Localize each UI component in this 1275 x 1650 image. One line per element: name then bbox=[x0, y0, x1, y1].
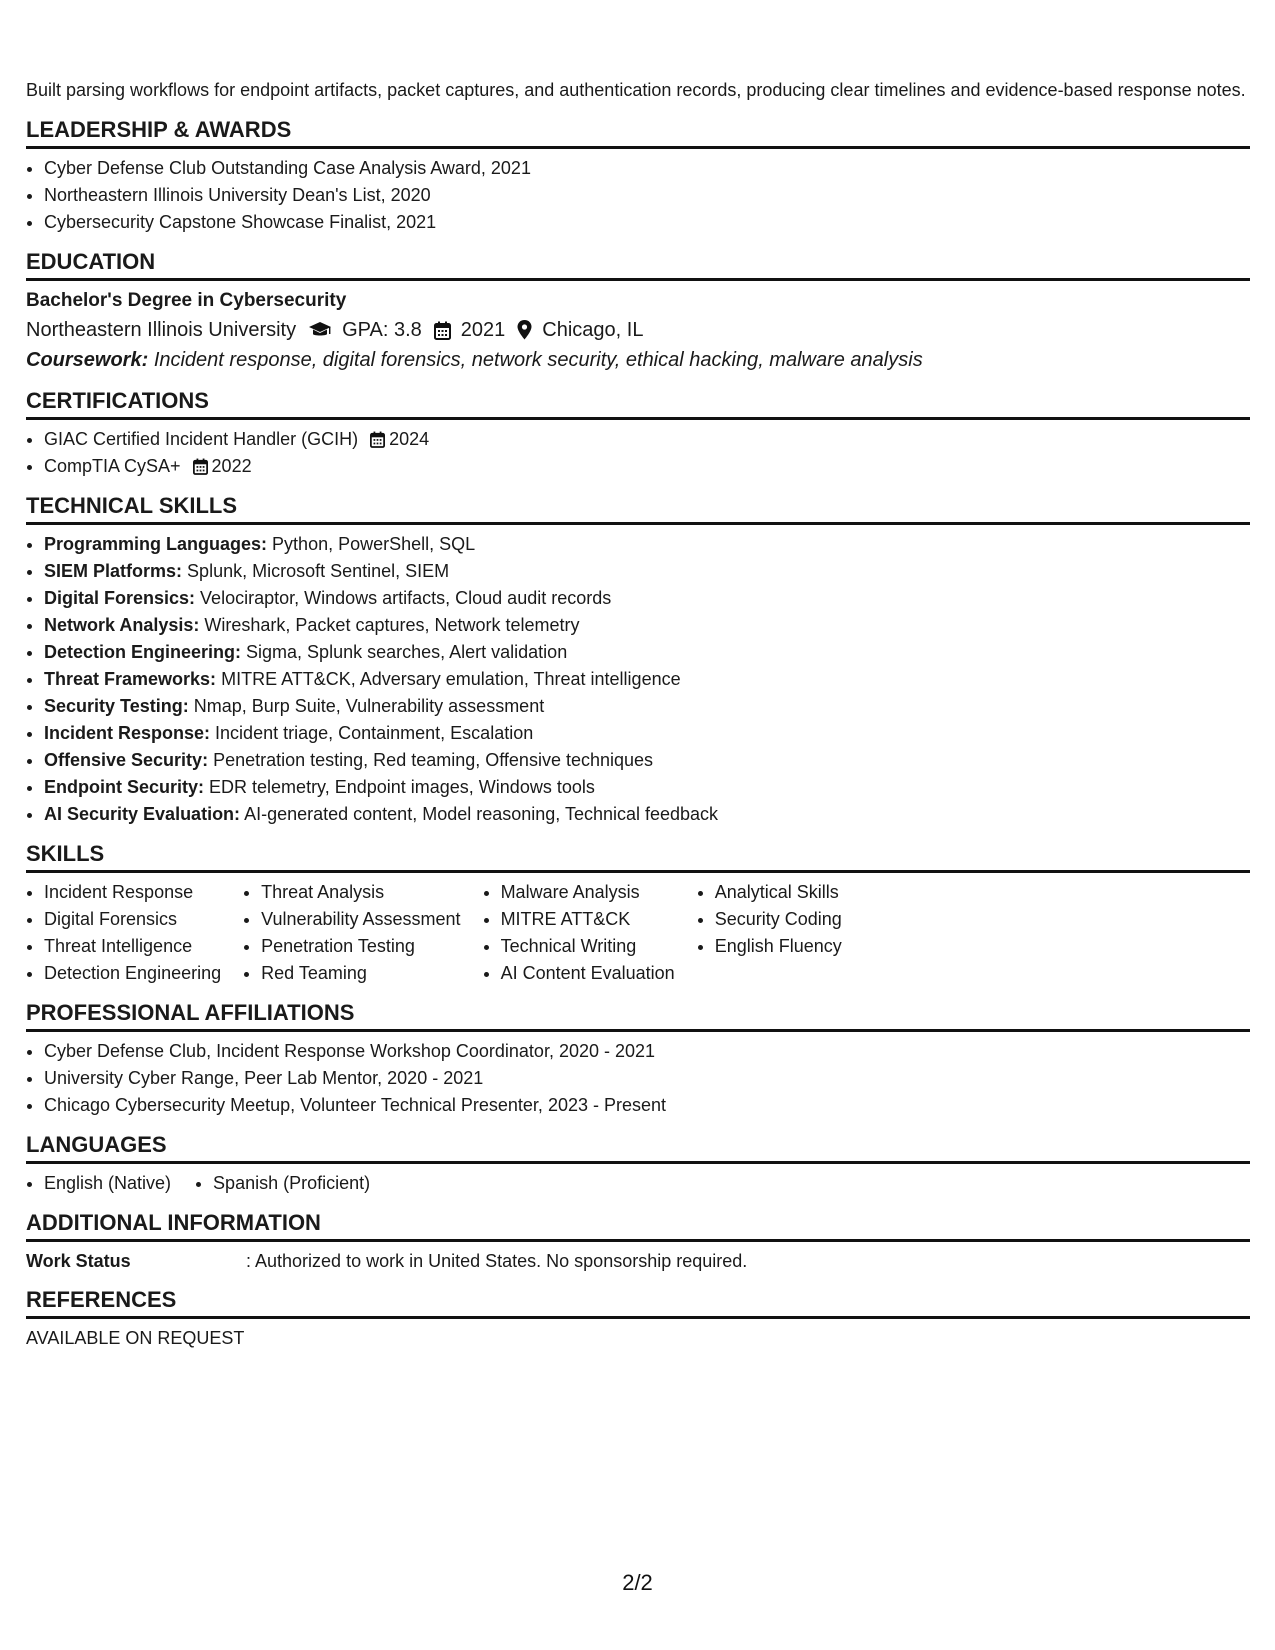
list-item bbox=[44, 558, 1250, 585]
technical-skills-list bbox=[26, 531, 1250, 828]
list-item: • English Fluency bbox=[715, 933, 842, 960]
skill-values: MITRE ATT&CK, Adversary emulation, Threat intelligence bbox=[221, 669, 681, 689]
references-section bbox=[26, 1286, 1250, 1351]
skills-column bbox=[697, 879, 842, 987]
skill-values: Penetration testing, Red teaming, Offensive techniques bbox=[213, 750, 654, 770]
list-item: • Digital Forensics bbox=[44, 906, 221, 933]
section-title-affiliations: PROFESSIONAL AFFILIATIONS bbox=[26, 999, 1250, 1032]
list-item: • Northeastern Illinois University Dean's List, 2020 bbox=[44, 182, 1250, 209]
degree-title: Bachelor's Degree in Cybersecurity bbox=[26, 290, 347, 311]
skill-category: Digital Forensics: bbox=[44, 588, 196, 608]
list-item: • Threat Intelligence bbox=[44, 933, 221, 960]
list-item: • Incident Response bbox=[44, 879, 221, 906]
calendar-icon bbox=[434, 321, 451, 340]
list-item: • University Cyber Range, Peer Lab Mentor, 2020 - 2021 bbox=[44, 1065, 1250, 1092]
list-item: • Cyber Defense Club Outstanding Case Analysis Award, 2021 bbox=[44, 155, 1250, 182]
list-item: • AI Content Evaluation bbox=[501, 960, 675, 987]
skill-category: Offensive Security: bbox=[44, 750, 209, 770]
work-status-row bbox=[26, 1248, 1250, 1274]
list-item bbox=[44, 426, 1250, 453]
list-item: • Security Coding bbox=[715, 906, 842, 933]
technical-skills-section bbox=[26, 492, 1250, 828]
cert-name: • GIAC Certified Incident Handler (GCIH) bbox=[44, 429, 359, 449]
skill-values: Splunk, Microsoft Sentinel, SIEM bbox=[187, 561, 450, 581]
list-item: • Cyber Defense Club, Incident Response Workshop Coordinator, 2020 - 2021 bbox=[44, 1038, 1250, 1065]
list-item: • Red Teaming bbox=[261, 960, 460, 987]
skill-category: Programming Languages: bbox=[44, 534, 268, 554]
list-item bbox=[44, 612, 1250, 639]
cert-name: • CompTIA CySA+ bbox=[44, 456, 181, 476]
skill-values: Sigma, Splunk searches, Alert validation bbox=[246, 642, 568, 662]
skill-category: Incident Response: bbox=[44, 723, 211, 743]
list-item: • Threat Analysis bbox=[261, 879, 460, 906]
list-item: • MITRE ATT&CK bbox=[501, 906, 675, 933]
skill-values: Wireshark, Packet captures, Network telemetry bbox=[204, 615, 580, 635]
skills-column bbox=[26, 879, 221, 987]
skills-grid bbox=[26, 879, 1250, 987]
skill-values: Python, PowerShell, SQL bbox=[272, 534, 476, 554]
coursework-line bbox=[26, 345, 1250, 375]
skill-category: Security Testing: bbox=[44, 696, 189, 716]
calendar-icon bbox=[193, 458, 208, 475]
list-item: • Cybersecurity Capstone Showcase Finalist, 2021 bbox=[44, 209, 1250, 236]
skill-category: SIEM Platforms: bbox=[44, 561, 183, 581]
location-pin-icon bbox=[517, 320, 532, 340]
skill-category: Network Analysis: bbox=[44, 615, 200, 635]
skill-category: Detection Engineering: bbox=[44, 642, 242, 662]
section-title-education: EDUCATION bbox=[26, 248, 1250, 281]
gpa-value: GPA: 3.8 bbox=[342, 319, 422, 341]
affiliations-section bbox=[26, 999, 1250, 1119]
education-section bbox=[26, 248, 1250, 375]
calendar-icon bbox=[370, 431, 385, 448]
intro-paragraph: Built parsing workflows for endpoint artifacts, packet captures, and authentication records, producing clear timelines and evidence-based response notes. bbox=[26, 80, 1246, 100]
references-text: AVAILABLE ON REQUEST bbox=[26, 1328, 245, 1348]
leadership-section bbox=[26, 116, 1250, 236]
coursework-label: Coursework: bbox=[26, 349, 149, 371]
page-number: 2/2 bbox=[622, 1570, 653, 1595]
languages-section bbox=[26, 1131, 1250, 1197]
list-item: • Chicago Cybersecurity Meetup, Volunteer Technical Presenter, 2023 - Present bbox=[44, 1092, 1250, 1119]
list-item bbox=[44, 585, 1250, 612]
skill-values: Incident triage, Containment, Escalation bbox=[215, 723, 534, 743]
list-item: • Malware Analysis bbox=[501, 879, 675, 906]
section-title-technical-skills: TECHNICAL SKILLS bbox=[26, 492, 1250, 525]
work-status-label: Work Status bbox=[26, 1251, 131, 1271]
section-title-languages: LANGUAGES bbox=[26, 1131, 1250, 1164]
certifications-section bbox=[26, 387, 1250, 480]
list-item bbox=[44, 693, 1250, 720]
list-item bbox=[44, 747, 1250, 774]
list-item: • Penetration Testing bbox=[261, 933, 460, 960]
resume-page bbox=[26, 0, 1250, 1363]
section-title-references: REFERENCES bbox=[26, 1286, 1250, 1319]
skills-section bbox=[26, 840, 1250, 987]
graduation-year: 2021 bbox=[460, 319, 506, 341]
education-details bbox=[26, 315, 1250, 345]
graduation-cap-icon bbox=[308, 321, 332, 339]
skill-values: Velociraptor, Windows artifacts, Cloud audit records bbox=[200, 588, 612, 608]
list-item: • Spanish (Proficient) bbox=[213, 1170, 370, 1197]
list-item bbox=[44, 453, 1250, 480]
skill-category: AI Security Evaluation: bbox=[44, 804, 241, 824]
list-item bbox=[44, 531, 1250, 558]
skills-column bbox=[243, 879, 460, 987]
school-name: Northeastern Illinois University bbox=[26, 319, 297, 341]
school-location: Chicago, IL bbox=[542, 319, 644, 341]
list-item bbox=[44, 666, 1250, 693]
cert-year: 2024 bbox=[389, 429, 430, 449]
skills-column bbox=[483, 879, 675, 987]
coursework-text: Incident response, digital forensics, network security, ethical hacking, malware analysis bbox=[153, 349, 923, 371]
list-item bbox=[44, 720, 1250, 747]
cert-year: 2022 bbox=[211, 456, 252, 476]
language-column bbox=[26, 1170, 171, 1197]
section-title-additional: ADDITIONAL INFORMATION bbox=[26, 1209, 1250, 1242]
languages-row bbox=[26, 1170, 1250, 1197]
section-title-skills: SKILLS bbox=[26, 840, 1250, 873]
work-status-value: : Authorized to work in United States. No sponsorship required. bbox=[246, 1251, 748, 1271]
list-item bbox=[44, 801, 1250, 828]
list-item: • Technical Writing bbox=[501, 933, 675, 960]
section-title-certifications: CERTIFICATIONS bbox=[26, 387, 1250, 420]
skill-values: EDR telemetry, Endpoint images, Windows tools bbox=[209, 777, 595, 797]
list-item: • Analytical Skills bbox=[715, 879, 842, 906]
list-item bbox=[44, 774, 1250, 801]
skill-values: Nmap, Burp Suite, Vulnerability assessment bbox=[193, 696, 545, 716]
additional-info-section bbox=[26, 1209, 1250, 1274]
leadership-list bbox=[26, 155, 1250, 236]
affiliations-list bbox=[26, 1038, 1250, 1119]
skill-category: Endpoint Security: bbox=[44, 777, 205, 797]
list-item bbox=[44, 639, 1250, 666]
list-item: • Vulnerability Assessment bbox=[261, 906, 460, 933]
skill-values: AI-generated content, Model reasoning, Technical feedback bbox=[244, 804, 719, 824]
certifications-list bbox=[26, 426, 1250, 480]
list-item: • English (Native) bbox=[44, 1170, 171, 1197]
list-item: • Detection Engineering bbox=[44, 960, 221, 987]
skill-category: Threat Frameworks: bbox=[44, 669, 217, 689]
language-column bbox=[195, 1170, 370, 1197]
section-title-leadership: LEADERSHIP & AWARDS bbox=[26, 116, 1250, 149]
